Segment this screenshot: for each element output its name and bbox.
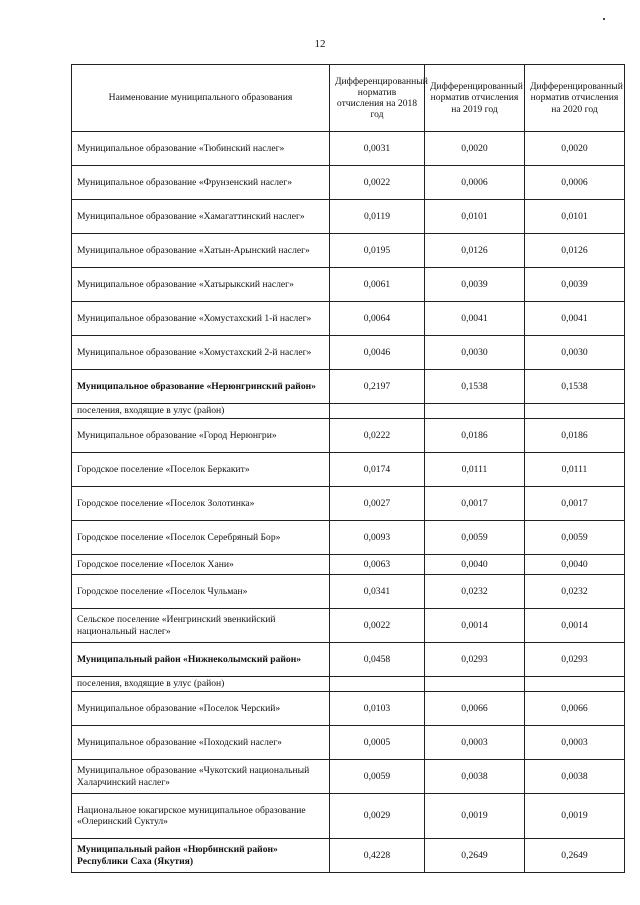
row-name-cell: Национальное юкагирское муниципальное образование «Олеринский Суктул» — [72, 794, 330, 839]
value-2020-cell: 0,0040 — [525, 555, 625, 575]
table-row — [72, 726, 625, 760]
value-2019-cell: 0,0040 — [425, 555, 525, 575]
row-name-cell: Муниципальный район «Нюрбинский район» Республики Саха (Якутия) — [72, 839, 330, 873]
value-2020-cell: 0,0020 — [525, 132, 625, 166]
value-2020-cell: 0,0006 — [525, 166, 625, 200]
value-2019-cell: 0,0020 — [425, 132, 525, 166]
value-2020-cell: 0,1538 — [525, 370, 625, 404]
value-2019-cell: 0,0111 — [425, 453, 525, 487]
row-name-cell: Городское поселение «Поселок Беркакит» — [72, 453, 330, 487]
table-row — [72, 794, 625, 839]
value-2018-cell: 0,0103 — [330, 692, 425, 726]
value-2019-cell: 0,0059 — [425, 521, 525, 555]
value-2019-cell: 0,0232 — [425, 575, 525, 609]
value-2020-cell: 0,0111 — [525, 453, 625, 487]
table-row — [72, 234, 625, 268]
value-2019-cell: 0,0293 — [425, 643, 525, 677]
value-2018-cell: 0,0119 — [330, 200, 425, 234]
value-2020-cell: 0,0101 — [525, 200, 625, 234]
value-2020-cell: 0,2649 — [525, 839, 625, 873]
value-2020-cell: 0,0030 — [525, 336, 625, 370]
row-name-cell: Муниципальное образование «Хомустахский 1-й наслег» — [72, 302, 330, 336]
row-name-cell: Муниципальное образование «Нерюнгринский район» — [72, 370, 330, 404]
value-2018-cell: 0,0022 — [330, 166, 425, 200]
value-2020-cell: 0,0059 — [525, 521, 625, 555]
row-name-cell: Муниципальное образование «Походский наслег» — [72, 726, 330, 760]
table-row — [72, 132, 625, 166]
row-name-cell: Городское поселение «Поселок Чульман» — [72, 575, 330, 609]
value-2019-cell: 0,0101 — [425, 200, 525, 234]
value-2018-cell: 0,0022 — [330, 609, 425, 643]
row-name-cell: поселения, входящие в улус (район) — [72, 677, 330, 692]
table-row — [72, 839, 625, 873]
row-name-cell: Сельское поселение «Иенгринский эвенкийский национальный наслег» — [72, 609, 330, 643]
row-name-cell: Муниципальное образование «Город Нерюнгри» — [72, 419, 330, 453]
value-2019-cell: 0,0041 — [425, 302, 525, 336]
table-row — [72, 575, 625, 609]
row-name-cell: Городское поселение «Поселок Хани» — [72, 555, 330, 575]
value-2018-cell: 0,2197 — [330, 370, 425, 404]
value-2018-cell: 0,4228 — [330, 839, 425, 873]
value-2018-cell: 0,0027 — [330, 487, 425, 521]
table-row — [72, 555, 625, 575]
table-header-row — [72, 65, 625, 132]
value-2019-cell: 0,0003 — [425, 726, 525, 760]
value-2019-cell — [425, 677, 525, 692]
header-2018: Дифференцированный норматив отчисления на 2018 год — [330, 65, 425, 132]
table-row — [72, 336, 625, 370]
table-row — [72, 453, 625, 487]
value-2018-cell — [330, 404, 425, 419]
value-2019-cell: 0,0038 — [425, 760, 525, 794]
value-2018-cell: 0,0063 — [330, 555, 425, 575]
table-row — [72, 268, 625, 302]
row-name-cell: Муниципальное образование «Хатын-Арынский наслег» — [72, 234, 330, 268]
value-2020-cell: 0,0186 — [525, 419, 625, 453]
header-name: Наименование муниципального образования — [72, 65, 330, 132]
value-2020-cell: 0,0041 — [525, 302, 625, 336]
table-row — [72, 609, 625, 643]
header-2019: Дифференцированный норматив отчисления на 2019 год — [425, 65, 525, 132]
value-2018-cell: 0,0195 — [330, 234, 425, 268]
value-2018-cell: 0,0031 — [330, 132, 425, 166]
value-2020-cell: 0,0019 — [525, 794, 625, 839]
value-2020-cell: 0,0003 — [525, 726, 625, 760]
table-row — [72, 760, 625, 794]
table-row — [72, 692, 625, 726]
table-row — [72, 419, 625, 453]
value-2019-cell: 0,0030 — [425, 336, 525, 370]
value-2018-cell: 0,0093 — [330, 521, 425, 555]
table-row — [72, 166, 625, 200]
row-name-cell: Муниципальное образование «Тюбинский наслег» — [72, 132, 330, 166]
value-2018-cell: 0,0059 — [330, 760, 425, 794]
page-number: 12 — [314, 38, 326, 50]
value-2018-cell: 0,0341 — [330, 575, 425, 609]
value-2020-cell: 0,0066 — [525, 692, 625, 726]
row-name-cell: Городское поселение «Поселок Золотинка» — [72, 487, 330, 521]
value-2020-cell: 0,0039 — [525, 268, 625, 302]
row-name-cell: Городское поселение «Поселок Серебряный Бор» — [72, 521, 330, 555]
value-2019-cell: 0,0066 — [425, 692, 525, 726]
value-2020-cell: 0,0126 — [525, 234, 625, 268]
row-name-cell: Муниципальное образование «Хамагаттинский наслег» — [72, 200, 330, 234]
table-row — [72, 487, 625, 521]
value-2019-cell — [425, 404, 525, 419]
value-2019-cell: 0,0039 — [425, 268, 525, 302]
value-2018-cell: 0,0005 — [330, 726, 425, 760]
scan-dot — [603, 18, 605, 20]
table-row — [72, 521, 625, 555]
value-2019-cell: 0,0006 — [425, 166, 525, 200]
value-2018-cell: 0,0222 — [330, 419, 425, 453]
row-name-cell: Муниципальное образование «Хатырыкский наслег» — [72, 268, 330, 302]
value-2020-cell: 0,0038 — [525, 760, 625, 794]
value-2018-cell — [330, 677, 425, 692]
header-2020: Дифференцированный норматив отчисления на 2020 год — [525, 65, 625, 132]
value-2019-cell: 0,0017 — [425, 487, 525, 521]
value-2020-cell: 0,0014 — [525, 609, 625, 643]
norms-table — [71, 64, 625, 873]
table-row — [72, 200, 625, 234]
table-row — [72, 370, 625, 404]
row-name-cell: Муниципальное образование «Фрунзенский наслег» — [72, 166, 330, 200]
row-name-cell: Муниципальный район «Нижнеколымский район» — [72, 643, 330, 677]
row-name-cell: Муниципальное образование «Чукотский национальный Халарчинский наслег» — [72, 760, 330, 794]
value-2018-cell: 0,0061 — [330, 268, 425, 302]
value-2018-cell: 0,0458 — [330, 643, 425, 677]
value-2018-cell: 0,0064 — [330, 302, 425, 336]
table-row — [72, 677, 625, 692]
value-2020-cell — [525, 677, 625, 692]
table-row — [72, 302, 625, 336]
value-2020-cell: 0,0293 — [525, 643, 625, 677]
row-name-cell: поселения, входящие в улус (район) — [72, 404, 330, 419]
value-2019-cell: 0,0014 — [425, 609, 525, 643]
table-row — [72, 404, 625, 419]
value-2020-cell: 0,0017 — [525, 487, 625, 521]
value-2019-cell: 0,0126 — [425, 234, 525, 268]
value-2019-cell: 0,2649 — [425, 839, 525, 873]
value-2019-cell: 0,0019 — [425, 794, 525, 839]
row-name-cell: Муниципальное образование «Поселок Черский» — [72, 692, 330, 726]
value-2018-cell: 0,0029 — [330, 794, 425, 839]
row-name-cell: Муниципальное образование «Хомустахский 2-й наслег» — [72, 336, 330, 370]
value-2020-cell: 0,0232 — [525, 575, 625, 609]
value-2018-cell: 0,0046 — [330, 336, 425, 370]
value-2019-cell: 0,0186 — [425, 419, 525, 453]
table-row — [72, 643, 625, 677]
value-2018-cell: 0,0174 — [330, 453, 425, 487]
value-2020-cell — [525, 404, 625, 419]
value-2019-cell: 0,1538 — [425, 370, 525, 404]
